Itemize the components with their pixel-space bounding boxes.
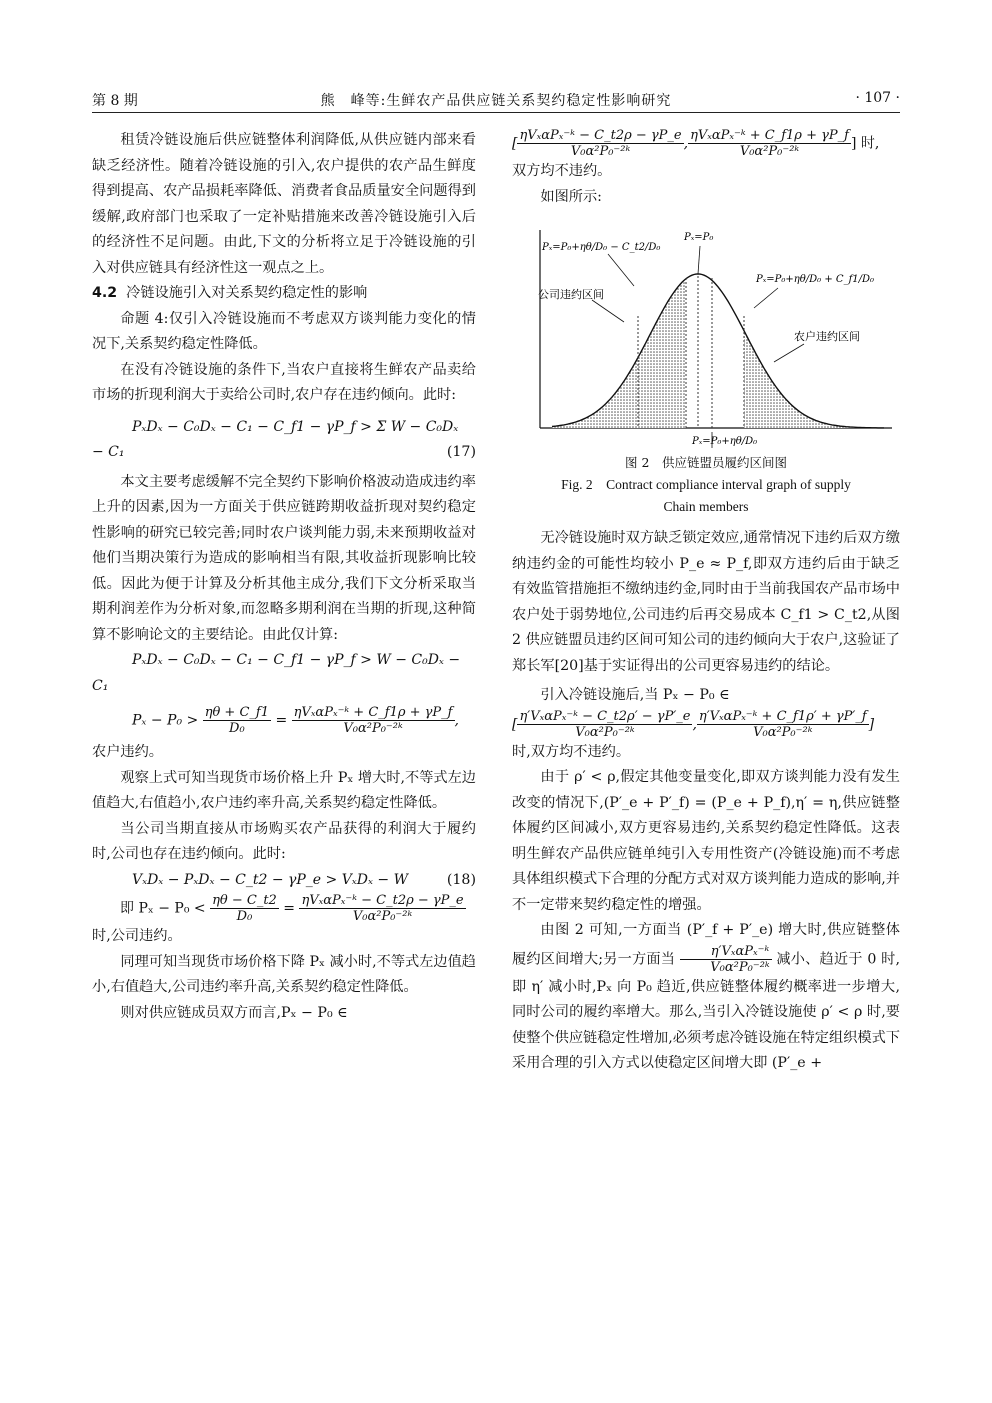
denominator: V₀α²P₀⁻²ᵏ — [710, 959, 770, 975]
right-column — [512, 128, 900, 1077]
paragraph: 在没有冷链设施的条件下,当农户直接将生鲜农产品卖给市场的折现利润大于卖给公司时,农户存在违约倾向。此时: — [92, 361, 476, 403]
fraction — [292, 705, 455, 736]
label-upper-bound: Pₓ=P₀+ηθ/D₀ + C_f1/D₀ — [756, 274, 875, 285]
left-column — [92, 128, 476, 1026]
paragraph-text: 由图 2 可知,一方面当 (P′_f + P′_e) 增大时,供应链整体履约区间增大;另一方面当 — [512, 922, 900, 967]
paragraph: 当公司当期直接从市场购买农产品获得的利润大于履约时,公司也存在违约倾向。此时: — [92, 820, 476, 862]
fraction — [680, 944, 772, 975]
section-heading — [92, 281, 476, 307]
paragraph: 观察上式可知当现货市场价格上升 Pₓ 增大时,不等式左边值趋大,右值趋小,农户违约率升高,关系契约稳定性降低。 — [92, 769, 476, 811]
denominator: V₀α²P₀⁻²ᵏ — [570, 144, 631, 159]
equation-number: (18) — [446, 871, 476, 888]
pointer-line — [774, 344, 804, 362]
paragraph-text: 减小、趋近于 0 时,即 η′ 减小时,Pₓ 向 P₀ 趋近,供应链整体履约概率进一步增大,同时公司的履约率增大。那么,当引入冷链设施使 ρ′ < ρ 时,要使整个供应链稳定性增加,必须考虑冷链设施在特定组织模式下采用合理的引入方式以使稳定区间增大即 (P′_e + — [512, 951, 901, 1071]
running-header — [92, 90, 900, 113]
numerator: ηVₓαPₓ⁻ᵏ + C_f1ρ + γP_f — [690, 128, 849, 143]
company-breach-area — [552, 279, 686, 428]
pointer-line — [698, 246, 700, 274]
figure-caption-en-line1: Fig. 2 Contract compliance interval graph of supply — [561, 477, 851, 492]
paragraph: 同理可知当现货市场价格下降 Pₓ 减小时,不等式左边值趋小,右值趋大,公司违约率升高,关系契约稳定性降低。 — [92, 953, 476, 995]
equation-number: (17) — [446, 444, 476, 460]
paragraph: 本文主要考虑缓解不完全契约下影响价格波动造成违约率上升的因素,因为一方面关于供应链跨期收益折现对契约稳定性影响的研究已较完善;同时农户谈判能力弱,未来预期收益对他们当期决策行为造成的影响相当有限,其收益折现影响比较低。因此为便于计算及分析其他主成分,我们下文分析采取当期利润差作为分析对象,而忽略多期利润在当期的折现,这种简算不影响论文的主要结论。由此仅计算: — [92, 473, 476, 643]
equation-text: VₓDₓ − PₓDₓ − C_t2 − γP_e > VₓDₓ − W — [132, 871, 408, 888]
paragraph: 则对供应链成员双方而言,Pₓ − P₀ ∈ — [120, 1004, 348, 1021]
numerator: ηVₓαPₓ⁻ᵏ − C_t2ρ − γP_e — [519, 128, 682, 143]
paragraph: 租赁冷链设施后供应链整体利润降低,从供应链内部来看缺乏经济性。随着冷链设施的引入,农户提供的农产品生鲜度得到提高、农产品损耗率降低、消费者食品质量安全问题得到缓解,政府部门也采取了一定补贴措施来改善冷链设施引入后的经济性不足问题。由此,下文的分析将立足于冷链设施的引入对供应链具有经济性这一观点之上。 — [92, 132, 476, 276]
farmer-breach-area — [744, 331, 884, 428]
equation-17-line2 — [92, 440, 476, 466]
numerator: ηVₓαPₓ⁻ᵏ − C_t2ρ − γP_e — [301, 893, 464, 908]
denominator: D₀ — [229, 721, 245, 736]
proposition-4: 命题 4:仅引入冷链设施而不考虑双方谈判能力变化的情况下,关系契约稳定性降低。 — [92, 310, 476, 352]
equation-text: 即 Pₓ − P₀ < — [120, 900, 206, 917]
label-farmer-breach: 农户违约区间 — [794, 330, 860, 343]
fraction — [517, 128, 683, 159]
denominator: V₀α²P₀⁻²ᵏ — [739, 144, 800, 159]
denominator: D₀ — [236, 909, 253, 924]
equation-text: PₓDₓ − C₀Dₓ − C₁ − C_f1 − γP_f > Σ W − C₀Dₓ — [132, 418, 459, 435]
section-number: 4.2 — [92, 285, 118, 301]
fraction — [697, 709, 869, 740]
page-number: · 107 · — [855, 90, 900, 106]
interval-equation-mid: [ $\frac{\text{η′VₓαPₓ⁻ᵏ − C\_t2ρ′ − γP′\_e}}{\text{V₀α²P₀⁻²ᵏ}}$ , $\frac{\text{η′VₓαPₓ⁻ᵏ + C\_f1ρ′ + γP′\_f}}{\text{V₀α²P₀⁻²ᵏ}}$ ] — [512, 708, 875, 740]
paragraph: 时,公司违约。 — [92, 928, 182, 944]
paragraph: 引入冷链设施后,当 Pₓ − P₀ ∈ — [540, 687, 730, 703]
numerator: η′VₓαPₓ⁻ᵏ − C_t2ρ′ − γP′_e — [519, 708, 691, 724]
numerator: ηθ − C_t2 — [212, 893, 277, 908]
denominator: V₀α²P₀⁻²ᵏ — [352, 909, 413, 924]
paragraph: 时,双方均不违约。 — [512, 743, 631, 760]
equation-line: PₓDₓ − C₀Dₓ − C₁ − C_f1 − γP_f > W − C₀Dₓ − — [132, 652, 461, 668]
equation-text: − C₁ — [92, 444, 125, 460]
fraction — [203, 705, 271, 736]
numerator: η′VₓαPₓ⁻ᵏ + C_f1ρ′ + γP′_f — [698, 708, 867, 724]
label-lower-bound: Pₓ=P₀+ηθ/D₀ − C_t2/D₀ — [542, 242, 661, 253]
equation-text: ] 时, — [850, 135, 880, 152]
equation-text: Pₓ − P₀ > — [132, 712, 199, 729]
equation-farmer-condition: Pₓ − P₀ > $\frac{\eta\theta + C\_f1}{\text{D₀}}$ = $\frac{\text{ηVₓαPₓ⁻ᵏ + C\_f1ρ + γP\_f}}{\text{V₀α²P₀⁻²ᵏ}}$ , — [132, 705, 459, 736]
fraction — [299, 893, 465, 924]
equation-17-line1 — [92, 415, 476, 441]
label-middle-bound: Pₓ=P₀+ηθ/D₀ — [692, 436, 758, 447]
label-p0: Pₓ=P₀ — [684, 232, 714, 243]
paragraph: 无冷链设施时双方缺乏锁定效应,通常情况下违约后双方缴纳违约金的可能性均较小 P_e ≈ P_f,即双方违约后由于缺乏有效监管措施拒不缴纳违约金,同时由于当前我国农产品市场中农户处于弱势地位,公司违约后再交易成本 C_f1 > C_t2,从图 2 供应链盟员违约区间可知公司的违约倾向大于农户,这验证了郑长军[20]基于实证得出的公司更容易违约的结论。 — [512, 530, 900, 674]
denominator: V₀α²P₀⁻²ᵏ — [575, 724, 635, 740]
compliance-interval-graph — [512, 216, 900, 448]
figure-caption-zh: 图 2 供应链盟员履约区间图 — [625, 455, 787, 470]
numerator: ηθ + C_f1 — [204, 705, 269, 720]
section-title: 冷链设施引入对关系契约稳定性的影响 — [126, 285, 368, 301]
issue-number: 第 8 期 — [92, 93, 138, 109]
pointer-line — [608, 254, 634, 286]
paragraph — [512, 918, 900, 1077]
paragraph: 双方均不违约。 — [512, 163, 612, 179]
fraction — [688, 128, 851, 159]
running-title: 熊 峰等:生鲜农产品供应链关系契约稳定性影响研究 — [320, 93, 672, 109]
numerator: η′VₓαPₓ⁻ᵏ — [680, 944, 772, 960]
numerator: ηVₓαPₓ⁻ᵏ + C_f1ρ + γP_f — [293, 705, 453, 720]
equation-18 — [92, 868, 476, 894]
label-company-breach: 公司违约区间 — [538, 288, 604, 301]
equation-company-condition: 即 Pₓ − P₀ < $\frac{\eta\theta - C\_t2}{\text{D₀}}$ = $\frac{\text{ηVₓαPₓ⁻ᵏ − C\_t2ρ − γP\_e}}{\text{V₀α²P₀⁻²ᵏ}}$ — [120, 893, 464, 924]
pointer-line — [754, 288, 778, 308]
equation-line: C₁ — [92, 677, 109, 694]
denominator: V₀α²P₀⁻²ᵏ — [753, 724, 813, 740]
paragraph: 由于 ρ′ < ρ,假定其他变量变化,即双方谈判能力没有发生改变的情况下,(P′_e + P′_f) = (P_e + P_f),η′ = η,供应链整体履约区间减小,双方更容易违约,关系契约稳定性降低。这表明生鲜农产品供应链单纯引入专用性资产(冷链设施)而不考虑具体组织模式下合理的分配方式对双方谈判能力造成的影响,并不一定带来契约稳定性的增强。 — [512, 769, 900, 913]
figure-2 — [512, 216, 900, 448]
paragraph: 如图所示: — [540, 188, 602, 205]
interval-equation-top: [ $\frac{\text{ηVₓαPₓ⁻ᵏ − C\_t2ρ − γP\_e}}{\text{V₀α²P₀⁻²ᵏ}}$ , $\frac{\text{ηVₓαPₓ⁻ᵏ + C\_f1ρ + γP\_f}}{\text{V₀α²P₀⁻²ᵏ}}$ ] 时, — [512, 128, 880, 159]
pointer-line — [592, 300, 624, 322]
denominator: V₀α²P₀⁻²ᵏ — [343, 721, 403, 736]
paragraph: 农户违约。 — [92, 744, 163, 760]
figure-caption-en-line2: Chain members — [663, 499, 749, 514]
fraction — [210, 893, 279, 924]
fraction — [517, 709, 692, 740]
